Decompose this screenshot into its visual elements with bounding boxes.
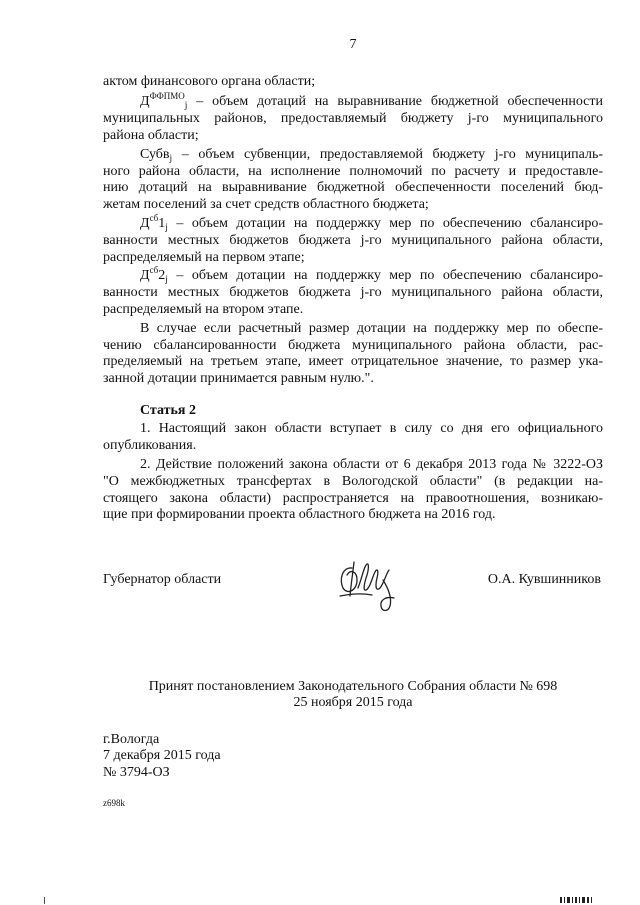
text-line: 2. Действие положений закона области от 6 декабря 2013 года № 3222-ОЗ <box>140 456 603 472</box>
text-line: опубликования. <box>103 438 197 454</box>
scan-bar <box>564 897 565 903</box>
signer-position: Губернатор области <box>103 571 222 587</box>
law-footer <box>103 732 403 782</box>
paragraph-dffpmo <box>103 91 603 144</box>
symbol-subscript: j <box>165 222 168 233</box>
text-line: "О межбюджетных трансфертах в Вологодской области" (в редакции на- <box>103 473 603 489</box>
scan-bar <box>587 897 589 903</box>
text-line <box>103 91 603 112</box>
scan-bar <box>579 897 580 903</box>
paragraph-dsb1 <box>103 212 603 266</box>
text-line: распределяемый на первом этапе; <box>103 249 305 265</box>
scan-mark <box>44 897 45 904</box>
text-line: щие при формировании проекта областного бюджета на 2016 год. <box>103 507 496 523</box>
symbol-base: Д <box>140 268 150 284</box>
scan-bar <box>560 897 562 903</box>
article-2 <box>103 403 603 525</box>
symbol-superscript: ФФПМО <box>149 91 185 102</box>
text-line: муниципальных районов, предоставляемый бюджету j-го муниципального <box>103 111 603 127</box>
text-line: пределяемый на третьем этапе, имеет отрицательное значение, то размер ука- <box>103 354 603 370</box>
law-number: № 3794-ОЗ <box>103 765 170 781</box>
paragraph <box>103 457 603 524</box>
paragraph <box>103 421 603 455</box>
document-code: z698k <box>103 797 125 808</box>
definitions-text <box>103 74 603 388</box>
scan-bar <box>575 897 577 903</box>
text-line: района области; <box>103 127 199 143</box>
text-line: ванности местных бюджетов бюджета j-го муниципального района области, <box>103 232 603 248</box>
adoption-date: 25 ноября 2015 года <box>293 695 413 711</box>
governor-signature <box>336 558 402 614</box>
symbol-digit: 2 <box>158 268 166 284</box>
symbol-base: Д <box>140 94 150 110</box>
text-line-rest: – объем субвенции, предоставляемой бюджету j-го муниципаль- <box>172 146 603 162</box>
article-heading: Статья 2 <box>140 402 196 418</box>
text-line: распределяемый на втором этапе. <box>103 301 304 317</box>
text-line: чению сбалансированности бюджета муниципального района области, рас- <box>103 337 603 353</box>
symbol-superscript: сб <box>149 265 159 276</box>
text-line: актом финансового органа области; <box>103 73 316 89</box>
scan-bar <box>567 897 570 903</box>
paragraph-subv <box>103 147 603 214</box>
text-line-rest: – объем дотации на поддержку мер по обеспечению сбалансиро- <box>167 215 603 231</box>
paragraph <box>103 74 603 91</box>
page-number: 7 <box>349 36 357 52</box>
text-line <box>103 147 603 164</box>
symbol-subscript: j <box>184 101 188 112</box>
text-line: нию дотаций на выравнивание бюджетной обеспеченности поселений бюд- <box>103 180 603 196</box>
law-date: 7 декабря 2015 года <box>103 748 221 764</box>
scan-bar <box>582 897 585 903</box>
adoption-note <box>103 679 603 713</box>
adoption-line: Принят постановлением Законодательного Собрания области № 698 <box>148 678 558 694</box>
signer-name: О.А. Кувшинников <box>487 571 601 587</box>
paragraph-dsb2 <box>103 265 603 318</box>
symbol-subscript: j <box>169 153 173 164</box>
text-line: стоящего закона области) распространяется на правоотношения, возникаю- <box>103 490 603 506</box>
text-line-rest: – объем дотаций на выравнивание бюджетной обеспеченности <box>187 94 603 110</box>
scan-barcode-mark <box>560 897 592 903</box>
text-line-rest: – объем дотации на поддержку мер по обеспечению сбалансиро- <box>167 268 603 284</box>
text-line <box>103 265 603 286</box>
scan-bar <box>591 897 592 903</box>
symbol-base: Субв <box>140 146 170 162</box>
text-line: жетам поселений за счет средств областного бюджета; <box>103 197 429 213</box>
city: г.Вологда <box>103 731 160 747</box>
text-line: ного района области, на исполнение полномочий по расчету и предоставле- <box>103 163 603 179</box>
text-line: 1. Настоящий закон области вступает в силу со дня его официального <box>140 421 603 437</box>
text-line: занной дотации принимается равным нулю.". <box>103 371 374 387</box>
symbol-superscript: сб <box>149 212 159 223</box>
symbol-subscript: j <box>165 275 168 286</box>
text-line <box>103 212 603 233</box>
scan-bar <box>572 897 573 903</box>
symbol-base: Д <box>140 215 150 231</box>
text-line: ванности местных бюджетов бюджета j-го муниципального района области, <box>103 285 603 301</box>
text-line: В случае если расчетный размер дотации на поддержку мер по обеспе- <box>140 320 603 336</box>
symbol-digit: 1 <box>158 215 166 231</box>
paragraph-negative-value <box>103 321 603 388</box>
